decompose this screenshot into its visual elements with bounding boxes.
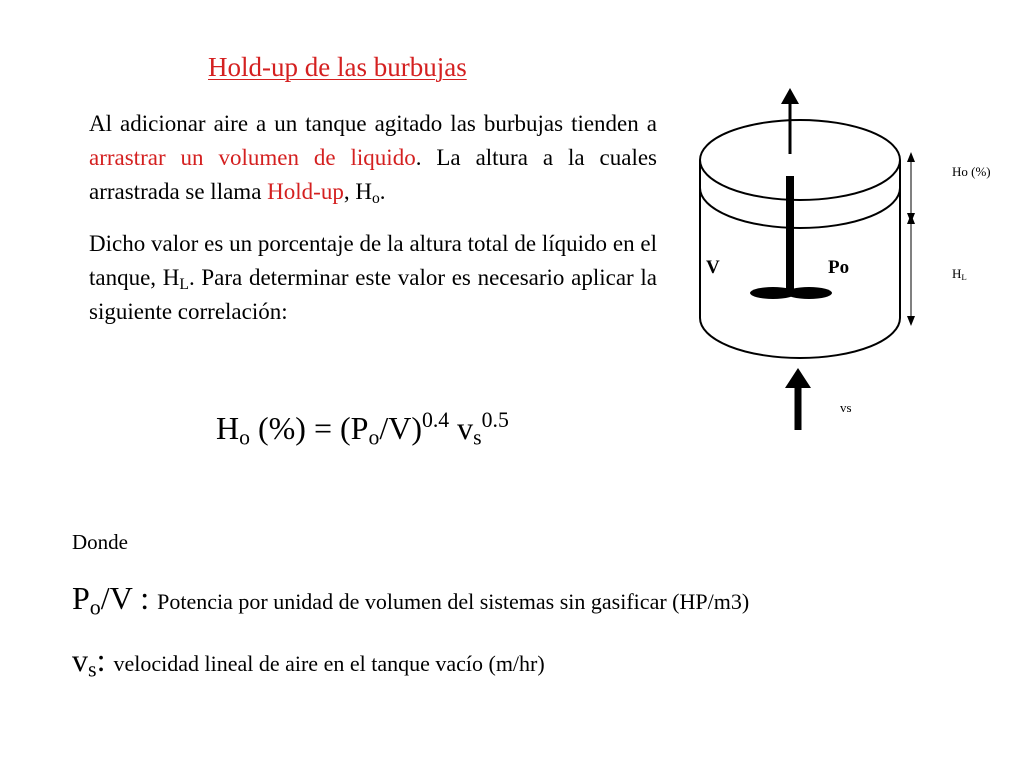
para1-ho-subscript: o bbox=[371, 189, 380, 207]
formula-vs: v bbox=[449, 410, 474, 446]
definition-vs bbox=[72, 642, 545, 682]
formula-h-sub: o bbox=[239, 425, 250, 450]
def1-symbol: P bbox=[72, 580, 90, 616]
def2-symbol: v bbox=[72, 642, 88, 678]
tank-diagram bbox=[690, 80, 1010, 440]
para2-hl-subscript: L bbox=[179, 275, 189, 293]
tank-drawing bbox=[690, 80, 1010, 440]
holdup-formula bbox=[216, 408, 509, 450]
hl-arrow-bottom bbox=[907, 316, 915, 326]
air-velocity-label: vs bbox=[840, 400, 852, 415]
hl-label-main: H bbox=[952, 266, 962, 281]
para2-text-1: Dicho valor es un porcentaje de la altura total de líquido en el tanque, H bbox=[89, 231, 657, 290]
ho-arrow-top bbox=[907, 152, 915, 162]
holdup-height-label: Ho (%) bbox=[952, 164, 991, 179]
def2-symbol-rest: : bbox=[96, 642, 114, 678]
formula-exponent-1: 0.4 bbox=[421, 408, 450, 433]
formula-vs-sub: s bbox=[473, 425, 482, 450]
gas-outlet-arrowhead bbox=[781, 88, 799, 104]
donde-label: Donde bbox=[72, 530, 128, 554]
formula-exponent-2: 0.5 bbox=[481, 408, 509, 433]
air-inlet-arrowhead bbox=[785, 368, 811, 388]
formula-v: /V) bbox=[379, 410, 422, 446]
agitator-shaft bbox=[786, 176, 794, 294]
paragraph-holdup-definition bbox=[89, 107, 657, 209]
def2-description: velocidad lineal de aire en el tanque vacío (m/hr) bbox=[113, 651, 545, 676]
def2-symbol-sub: s bbox=[88, 656, 97, 682]
hl-label-sub: L bbox=[961, 272, 967, 283]
para1-text-end: . bbox=[379, 179, 386, 204]
tank-top-ellipse bbox=[700, 120, 900, 200]
def1-description: Potencia por unidad de volumen del sistemas sin gasificar (HP/m3) bbox=[157, 589, 750, 614]
impeller-blade-right bbox=[786, 287, 832, 299]
para1-text-1: Al adicionar aire a un tanque agitado las burbujas tienden a bbox=[89, 111, 657, 136]
def1-symbol-sub: o bbox=[89, 594, 101, 620]
def1-symbol-rest: /V : bbox=[100, 580, 158, 616]
para1-highlight-holdup: Hold-up bbox=[267, 179, 344, 204]
formula-mid: (%) = (P bbox=[249, 410, 369, 446]
para1-highlight-arrastrar: arrastrar un volumen de liquido bbox=[89, 145, 416, 170]
para2-text-2: . Para determinar este valor es necesario aplicar la siguiente correlación: bbox=[89, 265, 658, 324]
liquid-surface-line bbox=[700, 188, 900, 228]
tank-bottom-curve bbox=[700, 318, 900, 358]
para1-text-2: . La altura a la cuales arrastrada se llama bbox=[89, 145, 657, 204]
liquid-height-label bbox=[952, 266, 967, 282]
slide-title: Hold-up de las burbujas bbox=[208, 52, 467, 82]
definition-po-v bbox=[72, 580, 750, 620]
volume-label: V bbox=[706, 257, 720, 278]
formula-p-sub: o bbox=[368, 425, 380, 450]
formula-h: H bbox=[216, 410, 240, 446]
para1-text-3: , H bbox=[343, 179, 372, 204]
paragraph-correlation-intro bbox=[89, 227, 657, 329]
power-label: Po bbox=[828, 257, 850, 278]
